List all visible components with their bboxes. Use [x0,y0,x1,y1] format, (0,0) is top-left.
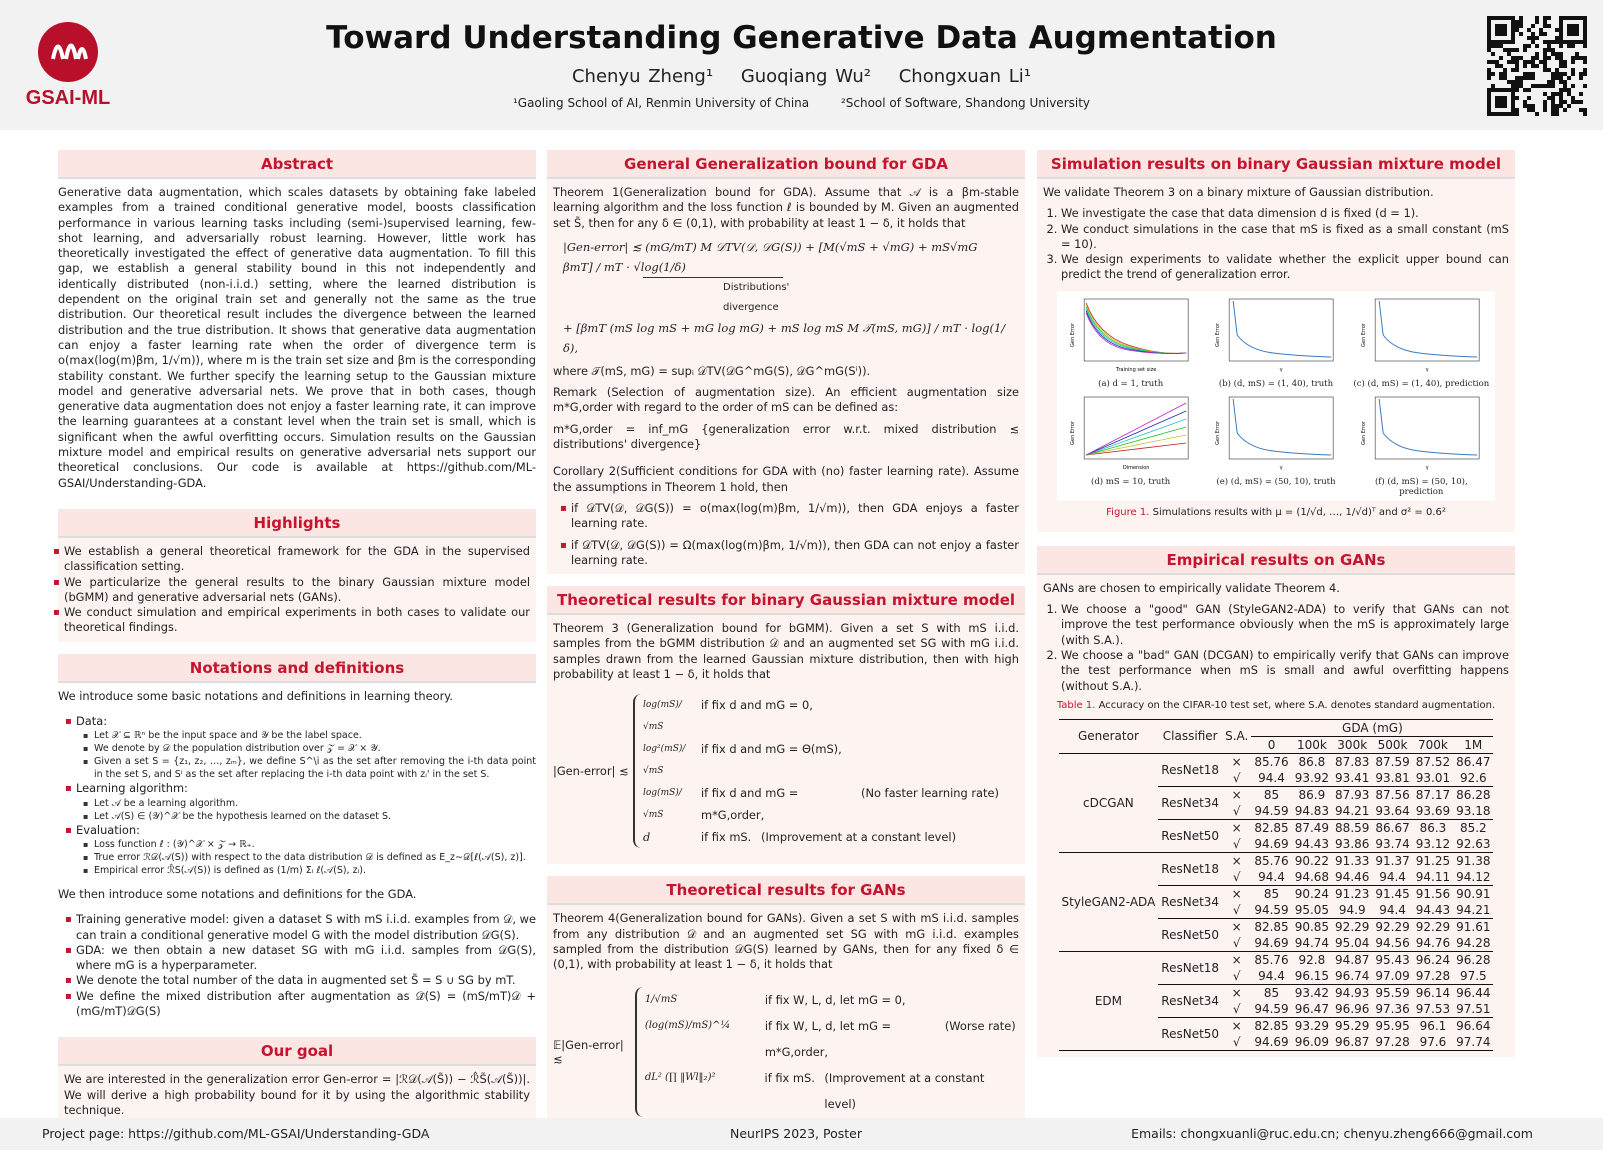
case-cond: if fix d and mG = 0, [701,698,813,713]
acc-cell: 86.3 [1413,819,1453,836]
affiliations [0,96,1603,110]
highlight-item: ▪ We establish a general theoretical framework for the GDA in the supervised classification setting. [64,544,530,575]
acc-cell: 94.4 [1379,902,1406,917]
header-size: 1M [1464,737,1483,752]
acc-cell: 94.21 [1456,902,1491,917]
acc-cell: 95.05 [1294,902,1330,917]
case-expr: dL² (∏ ‖Wl‖₂)² [644,1071,716,1083]
plot-caption: (a) d = 1, truth [1098,378,1164,389]
case-expr: 1/√mS [644,993,678,1005]
gans-item: 1. We choose a "good" GAN (StyleGAN2-ADA) to verify that GANs can not improve the test performance obviously when the mS is approximately large (with S.A.). [1061,602,1509,648]
case-cond: if fix d and mG = m*G,order, [701,786,799,823]
acc-cell: 93.18 [1456,803,1491,818]
acc-cell: 94.93 [1332,984,1372,1001]
acc-cell: 94.59 [1254,803,1289,818]
table-row [1059,852,1494,869]
notations-intro2: We then introduce some notations and definitions for the GDA. [58,886,417,901]
acc-cell: 96.44 [1453,984,1493,1001]
group-label: Evaluation: [76,822,140,837]
acc-cell: 86.67 [1372,819,1412,836]
bound-line-1: |Gen-error| ≲ (mG/mT) M 𝒟TV(𝒟, 𝒟G(S)) + [M(√mS + √mG) + mS√mG βmT] / mT · √log(1/δ) [563,239,978,274]
acc-cell: 90.22 [1292,852,1332,869]
classifier-cell: ResNet18 [1158,852,1222,885]
plot-xlabel: γ [1280,464,1283,471]
acc-cell: 85.76 [1251,951,1291,968]
acc-cell: 82.85 [1251,918,1291,935]
highlight-item: ▪ We particularize the general results to the binary Gaussian mixture model (bGMM) and generative adversarial nets (GANs). [64,575,530,606]
acc-cell: 87.83 [1332,753,1372,770]
acc-cell: 96.74 [1335,968,1370,983]
acc-cell: 93.01 [1415,770,1451,785]
acc-cell: 90.91 [1453,885,1493,902]
acc-cell: 94.43 [1415,902,1451,917]
header-size: 100k [1296,737,1327,752]
sa-yes: √ [1232,770,1241,785]
corollary-2: Corollary 2(Sufficient conditions for GDA with (no) faster learning rate). Assume the assumptions in Theorem 1 hold, then [553,464,1019,494]
figure-caption: Figure 1. Simulations results with μ = (1/√d, …, 1/√d)ᵀ and σ² = 0.6² [1106,506,1446,518]
sa-no: × [1222,984,1251,1001]
generator-cell: cDCGAN [1059,753,1159,852]
corollary-item: ▪ if 𝒟TV(𝒟, 𝒟G(S)) = Ω(max(log(m)βm, 1/√m)), then GDA can not enjoy a faster learning rate. [571,538,1019,569]
bound-equation [553,231,1019,364]
header-sa: S.A. [1222,719,1251,753]
simulation-plot [1352,393,1491,497]
notation-group [76,781,536,822]
acc-cell: 97.09 [1375,968,1410,983]
acc-cell: 82.85 [1251,819,1291,836]
acc-cell: 96.96 [1335,1001,1370,1016]
acc-cell: 90.85 [1292,918,1332,935]
header-gda: GDA (mG) [1251,719,1493,736]
plot-caption: (b) (d, mS) = (1, 40), truth [1218,378,1334,389]
highlights-section [58,509,536,642]
case-cond: if fix W, L, d, let mG = 0, [764,992,906,1007]
sa-yes: √ [1232,803,1241,818]
case-expr: log(mS)/√mS [643,700,682,733]
acc-cell: 93.81 [1375,770,1410,785]
acc-cell: 93.42 [1292,984,1332,1001]
acc-cell: 91.38 [1453,852,1493,869]
acc-cell: 94.4 [1258,968,1285,983]
table-row [1059,753,1494,770]
case-note: (Improvement at a constant level) [761,830,957,845]
sa-yes: √ [1232,935,1241,950]
acc-cell: 95.43 [1372,951,1412,968]
affiliation: ²School of Software, Shandong University [840,96,1091,110]
acc-cell: 85.2 [1453,819,1493,836]
simulation-item: 2. We conduct simulations in the case that mS is fixed as a small constant (mS = 10). [1061,222,1509,253]
general-bound-section [547,150,1025,574]
acc-cell: 91.56 [1413,885,1453,902]
acc-cell: 92.8 [1292,951,1332,968]
acc-cell: 94.59 [1254,902,1289,917]
acc-cell: 87.56 [1372,786,1412,803]
header-size: 700k [1418,737,1448,752]
acc-cell: 96.47 [1294,1001,1330,1016]
acc-cell: 96.24 [1413,951,1453,968]
classifier-cell: ResNet18 [1158,753,1222,786]
classifier-cell: ResNet50 [1158,918,1222,951]
gans-intro: GANs are chosen to empirically validate Theorem 4. [1043,580,1340,595]
acc-cell: 93.69 [1415,803,1451,818]
plot-xlabel: γ [1425,366,1429,373]
plot-xlabel: γ [1280,366,1283,373]
acc-cell: 94.56 [1375,935,1410,950]
sa-no: × [1222,786,1251,803]
acc-cell: 94.4 [1258,770,1285,785]
acc-cell: 96.87 [1335,1034,1370,1049]
notation: ▪ True error ℛ𝒟(𝒜(S)) with respect to the data distribution 𝒟 is defined as E_z∼𝒟[ℓ(𝒜(S), z)]. [94,851,536,864]
acc-cell: 86.8 [1292,753,1332,770]
notation: ▪ Given a set S = {z₁, z₂, …, zₘ}, we define S^\i as the set after removing the i-th data point in the set S, and Sⁱ as the set after replacing the i-th data point with zᵢ' in the set S. [94,755,536,781]
acc-cell: 94.68 [1294,869,1330,884]
acc-cell: 82.85 [1251,1017,1291,1034]
acc-cell: 97.6 [1419,1034,1447,1049]
acc-cell: 94.59 [1254,1001,1289,1016]
plot-ylabel: Gen Error [1360,322,1367,347]
acc-cell: 91.37 [1372,852,1412,869]
goal-text: We are interested in the generalization error Gen-error = |ℛ𝒟(𝒜(S̃)) − ℛ̂S̃(𝒜(S̃))|. We will derive a high probability bound for it by using the algorithmic stability technique. [64,1072,530,1117]
acc-cell: 90.24 [1292,885,1332,902]
acc-cell: 91.23 [1332,885,1372,902]
emails: Emails: chongxuanli@ruc.edu.cn; chenyu.zheng666@gmail.com [1131,1126,1533,1141]
sa-yes: √ [1232,1001,1241,1016]
section-title: Our goal [58,1037,536,1066]
acc-cell: 87.59 [1372,753,1412,770]
case-expr: log(mS)/√mS [643,788,682,821]
case-note: (Worse rate) [944,1018,1016,1033]
acc-cell: 96.1 [1413,1017,1453,1034]
section-title: Simulation results on binary Gaussian mixture model [1037,150,1515,179]
section-title: General Generalization bound for GDA [547,150,1025,179]
cases-lhs: |Gen-error| ≲ [553,764,629,779]
generator-cell: StyleGAN2-ADA [1059,852,1159,951]
acc-cell: 96.64 [1453,1017,1493,1034]
acc-cell: 91.33 [1332,852,1372,869]
highlight-item: ▪ We conduct simulation and empirical experiments in both cases to validate our theoretical findings. [64,605,530,636]
theorem-4: Theorem 4(Generalization bound for GANs). Given a set S with mS i.i.d. samples from any distribution 𝒟 and an augmented set SG with mG i.i.d. examples sampled from the distribution 𝒟G(S) learned by GANs, then for any fixed δ ∈ (0,1), with probability at least 1 − δ, it holds that [553,911,1019,972]
acc-cell: 94.4 [1379,869,1406,884]
author: Chongxuan Li¹ [898,66,1032,87]
cases-lhs: 𝔼|Gen-error| ≲ [553,1037,624,1066]
acc-cell: 94.46 [1335,869,1370,884]
case-note: (Improvement at a constant level) [824,1070,985,1111]
acc-cell: 94.4 [1258,869,1285,884]
acc-cell: 95.59 [1372,984,1412,1001]
abstract-section [58,150,536,497]
gda-notation: ▪ GDA: we then obtain a new dataset SG with mG i.i.d. samples from 𝒟G(S), where mG is a hyperparameter. [76,943,536,974]
corollary-item: ▪ if 𝒟TV(𝒟, 𝒟G(S)) = o(max(log(m)βm, 1/√m)), then GDA enjoys a faster learning rate. [571,501,1019,532]
section-title: Empirical results on GANs [1037,546,1515,575]
section-title: Theoretical results for binary Gaussian mixture model [547,586,1025,615]
cases [633,694,999,848]
acc-cell: 96.14 [1413,984,1453,1001]
acc-cell: 94.76 [1415,935,1451,950]
section-title: Highlights [58,509,536,538]
acc-cell: 97.28 [1375,1034,1410,1049]
classifier-cell: ResNet34 [1158,885,1222,918]
acc-cell: 97.36 [1375,1001,1410,1016]
venue: NeurIPS 2023, Poster [730,1126,862,1141]
acc-cell: 93.64 [1375,803,1410,818]
acc-cell: 93.74 [1375,836,1410,851]
simulation-item: 3. We design experiments to validate whether the explicit upper bound can predict the trend of generalization error. [1061,252,1509,283]
plot-canvas [1206,393,1345,473]
case-cond: if fix mS. [764,1070,815,1085]
svg-text:GSAI-ML: GSAI-ML [25,87,111,109]
acc-cell: 85.76 [1251,852,1291,869]
acc-cell: 93.29 [1292,1017,1332,1034]
acc-cell: 93.92 [1294,770,1330,785]
acc-cell: 86.9 [1292,786,1332,803]
project-link[interactable]: Project page: https://github.com/ML-GSAI/Understanding-GDA [42,1126,430,1141]
sa-no: × [1222,819,1251,836]
acc-cell: 94.83 [1294,803,1330,818]
qr-code[interactable] [1487,16,1587,116]
remark-equation: m*G,order = inf_mG {generalization error w.r.t. mixed distribution ≲ distributions' divergence} [553,421,1019,452]
poster-title: Toward Understanding Generative Data Augmentation [326,20,1277,56]
acc-cell: 87.17 [1413,786,1453,803]
case-expr: (log(mS)/mS)^¼ [644,1019,731,1031]
bound-line-2: + [βmT (mS log mS + mG log mG) + mS log mS M 𝒯(mS, mG)] / mT · log(1/δ), [563,320,1006,355]
simulation-item: 1. We investigate the case that data dimension d is fixed (d = 1). [1061,206,1509,221]
acc-cell: 91.45 [1372,885,1412,902]
sa-yes: √ [1232,968,1241,983]
table-caption: Table 1. Accuracy on the CIFAR-10 test set, where S.A. denotes standard augmentation. [1056,699,1496,711]
case-cond: if fix mS. [701,830,752,845]
notation: ▪ Loss function ℓ : (𝒴)^𝒳 × 𝒵 → ℝ₊. [94,838,536,851]
plot-canvas [1206,295,1345,375]
acc-cell: 93.86 [1335,836,1370,851]
sa-no: × [1222,918,1251,935]
notations-intro: We introduce some basic notations and definitions in learning theory. [58,688,454,703]
acc-cell: 94.11 [1415,869,1451,884]
theorem-3: Theorem 3 (Generalization bound for bGMM). Given a set S with mS i.i.d. samples from the bGMM distribution 𝒟 and an augmented set SG with mG i.i.d. samples drawn from the learned Gaussian mixture distribution, then with high probability at least 1 − δ, it holds that [553,621,1019,682]
section-title: Notations and definitions [58,654,536,683]
acc-cell: 92.29 [1372,918,1412,935]
case-cond: if fix W, L, d, let mG = m*G,order, [764,1018,892,1059]
accuracy-table [1059,719,1494,1051]
classifier-cell: ResNet34 [1158,984,1222,1017]
acc-cell: 91.61 [1453,918,1493,935]
goal-section [58,1037,536,1124]
acc-cell: 94.43 [1294,836,1330,851]
acc-cell: 96.28 [1453,951,1493,968]
acc-cell: 87.93 [1332,786,1372,803]
simulation-section [1037,150,1515,532]
simulation-intro: We validate Theorem 3 on a binary mixture of Gaussian distribution. [1043,185,1434,199]
case-note: (No faster learning rate) [861,786,999,801]
notation: ▪ Empirical error ℛ̂S(𝒜(S)) is defined as (1/m) Σᵢ ℓ(𝒜(S), zᵢ). [94,864,536,877]
classifier-cell: ResNet50 [1158,1017,1222,1050]
header-classifier: Classifier [1158,719,1222,753]
author: Chenyu Zheng¹ [571,66,714,87]
acc-cell: 97.28 [1415,968,1451,983]
case-cond: if fix d and mG = Θ(mS), [701,742,842,757]
plot-caption: (f) (d, mS) = (50, 10), prediction [1374,476,1468,497]
header-generator: Generator [1059,719,1159,753]
section-title: Theoretical results for GANs [547,876,1025,905]
simulation-plot [1352,295,1491,389]
group-label: Learning algorithm: [76,781,188,796]
gans-theory-section [547,876,1025,1136]
theorem-1: Theorem 1(Generalization bound for GDA). Assume that 𝒜 is a βm-stable learning algorithm and the loss function ℓ is bounded by M. Given an augmented set S̃, then for any δ ∈ (0,1), with probability at least 1 − δ, it holds that [553,185,1019,230]
plot-xlabel: Training set size [1116,366,1157,373]
acc-cell: 87.52 [1413,753,1453,770]
acc-cell: 94.69 [1254,935,1289,950]
acc-cell: 92.6 [1459,770,1487,785]
plot-caption: (e) (d, mS) = (50, 10), truth [1216,476,1336,487]
acc-cell: 85 [1251,786,1291,803]
plot-ylabel: Gen Error [1360,420,1367,445]
gans-empirical-section [1037,546,1515,1057]
gda-notation: ▪ We denote the total number of the data in augmented set S̃ = S ∪ SG by mT. [76,973,536,988]
notation: ▪ Let 𝒜 be a learning algorithm. [94,797,536,810]
notation: ▪ Let 𝒳 ⊆ ℝⁿ be the input space and 𝒴 be the label space. [94,729,536,742]
abstract-text: Generative data augmentation, which scales datasets by obtaining fake labeled examples from a trained conditional generative model, boosts classification performance in various learning tasks including (semi-)supervised learning, few-shot learning, and adversarially robust learning. However, little work has theoretically investigated the effect of generative data augmentation. To fill this gap, we establish a general stability bound in this not independently and identically distributed (non-i.i.d.) setting, where the learned distribution is dependent on the original train set and generally not the same as the true distribution. Our theoretical result includes the divergence between the learned distribution and the true distribution. It shows that generative data augmentation can enjoy a faster learning rate when the order of divergence term is o(max(log(m)βm, 1/√m)), where m is the train set size and βm is the corresponding stability constant. We further specify the learning setup to the Gaussian mixture model and generative adversarial nets. We prove that in both cases, though generative data augmentation does not enjoy a faster learning rate, it can improve the learning guarantees at a constant level when the train set is small, which is significant when the awful overfitting occurs. Simulation results on the Gaussian mixture model and empirical results on generative adversarial nets support our theoretical conclusions. Our code is available at https://github.com/ML-GSAI/Understanding-GDA. [58,185,536,490]
gda-notation: ▪ Training generative model: given a dataset S with mS i.i.d. examples from 𝒟, we can train a conditional generative model G with the model distribution 𝒟G(S). [76,912,536,943]
sa-no: × [1222,885,1251,902]
remark: Remark (Selection of augmentation size). An efficient augmentation size m*G,order with regard to the order of mS can be defined as: [553,385,1019,415]
author: Guoqiang Wu² [740,66,871,87]
acc-cell: 97.51 [1456,1001,1491,1016]
acc-cell: 94.74 [1294,935,1330,950]
plot-canvas [1352,295,1491,375]
plot-xlabel: Dimension [1122,464,1150,471]
acc-cell: 95.04 [1335,935,1370,950]
gans-item: 2. We choose a "bad" GAN (DCGAN) to empirically verify that GANs can improve the test performance when mS is small and awful overfitting happens (without S.A.). [1061,648,1509,694]
sa-yes: √ [1232,869,1241,884]
acc-cell: 93.41 [1335,770,1370,785]
cases [635,987,1019,1117]
acc-cell: 94.69 [1254,1034,1289,1049]
header-size: 500k [1377,737,1408,752]
header-size: 300k [1337,737,1368,752]
classifier-cell: ResNet18 [1158,951,1222,984]
acc-cell: 85.76 [1251,753,1291,770]
acc-cell: 87.49 [1292,819,1332,836]
affiliation: ¹Gaoling School of AI, Renmin University of China [512,96,810,110]
where-text: where 𝒯(mS, mG) = supᵢ 𝒟TV(𝒟G^mG(S), 𝒟G^mG(Sⁱ)). [553,363,871,378]
acc-cell: 94.9 [1338,902,1366,917]
acc-cell: 97.53 [1415,1001,1451,1016]
acc-cell: 94.28 [1456,935,1491,950]
plot-caption: (c) (d, mS) = (1, 40), prediction [1353,378,1490,389]
notations-section [58,654,536,1026]
generator-cell: EDM [1059,951,1159,1050]
plot-ylabel: Gen Error [1215,420,1222,445]
acc-cell: 92.63 [1456,836,1491,851]
notation-group [76,714,536,781]
classifier-cell: ResNet34 [1158,786,1222,819]
plot-canvas [1061,295,1200,375]
table-row [1059,951,1494,968]
plot-canvas [1061,393,1200,473]
simulation-plot [1206,393,1345,497]
notation: ▪ We denote by 𝒟 the population distribution over 𝒵 = 𝒳 × 𝒴. [94,742,536,755]
acc-cell: 94.69 [1254,836,1289,851]
sa-yes: √ [1232,902,1241,917]
simulation-figure [1057,291,1495,501]
plot-xlabel: γ [1425,464,1429,471]
sa-no: × [1222,951,1251,968]
sa-no: × [1222,1017,1251,1034]
bgmm-section [547,586,1025,864]
acc-cell: 97.5 [1459,968,1487,983]
classifier-cell: ResNet50 [1158,819,1222,852]
notation: ▪ Let 𝒜(S) ∈ (𝒴)^𝒳 be the hypothesis learned on the dataset S. [94,810,536,823]
simulation-plot [1061,295,1200,389]
brace-label: Distributions' divergence [643,277,783,318]
plot-ylabel: Gen Error [1215,322,1222,347]
acc-cell: 86.28 [1453,786,1493,803]
plot-caption: (d) mS = 10, truth [1091,476,1171,487]
acc-cell: 95.95 [1372,1017,1412,1034]
simulation-plot [1061,393,1200,497]
acc-cell: 93.12 [1415,836,1451,851]
plot-canvas [1352,393,1491,473]
acc-cell: 88.59 [1332,819,1372,836]
authors [0,66,1603,87]
acc-cell: 96.15 [1294,968,1330,983]
sa-no: × [1222,852,1251,869]
notation-group [76,823,536,877]
acc-cell: 85 [1251,984,1291,1001]
gda-notation: ▪ We define the mixed distribution after augmentation as 𝒟̃(S) = (mS/mT)𝒟 + (mG/mT)𝒟G(S) [76,989,536,1020]
plot-ylabel: Gen Error [1070,322,1077,347]
acc-cell: 85 [1251,885,1291,902]
acc-cell: 95.29 [1332,1017,1372,1034]
section-title: Abstract [58,150,536,179]
acc-cell: 92.29 [1332,918,1372,935]
group-label: Data: [76,714,108,729]
case-expr: log²(mS)/√mS [643,744,686,777]
poster-footer [0,1118,1603,1150]
acc-cell: 97.74 [1456,1034,1491,1049]
case-expr: d [643,830,651,845]
sa-yes: √ [1232,836,1241,851]
simulation-plot [1206,295,1345,389]
sa-no: × [1222,753,1251,770]
poster-header [0,0,1603,130]
acc-cell: 94.12 [1456,869,1491,884]
acc-cell: 86.47 [1453,753,1493,770]
sa-yes: √ [1232,1034,1241,1049]
acc-cell: 94.87 [1332,951,1372,968]
acc-cell: 92.29 [1413,918,1453,935]
header-size: 0 [1267,737,1276,752]
plot-ylabel: Gen Error [1070,420,1077,445]
acc-cell: 94.21 [1335,803,1370,818]
acc-cell: 91.25 [1413,852,1453,869]
acc-cell: 96.09 [1294,1034,1330,1049]
